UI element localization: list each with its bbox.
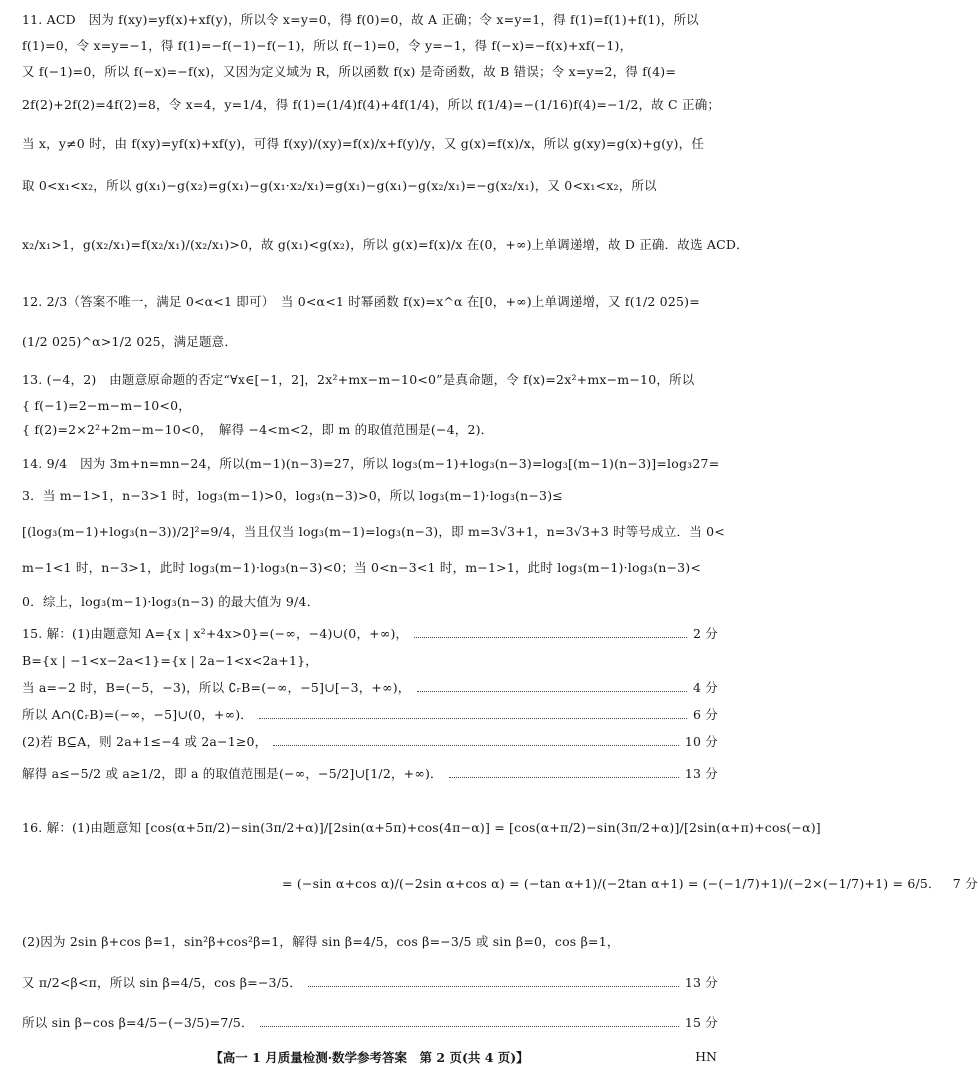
dot-leader	[259, 717, 687, 719]
step-score: 13 分	[684, 975, 718, 990]
dot-leader	[417, 690, 687, 692]
dot-leader	[449, 776, 679, 778]
problem-12-line: (1/2 025)^α>1/2 025，满足题意．	[22, 334, 238, 349]
solution-step	[282, 876, 978, 892]
step-text: 解得 a≤−5/2 或 a≥1/2，即 a 的取值范围是(−∞，−5/2]∪[1/2，+∞)．	[22, 766, 443, 781]
solution-step	[22, 766, 718, 782]
step-score: 4 分	[692, 680, 718, 695]
problem-14-line: 14. 9/4 因为 3m+n=mn−24，所以(m−1)(n−3)=27，所以 log₃(m−1)+log₃(n−3)=log₃[(m−1)(n−3)]=log₃27=	[22, 456, 720, 471]
problem-11-line: 又 f(−1)=0，所以 f(−x)=−f(x)，又因为定义域为 R，所以函数 f(x) 是奇函数，故 B 错误；令 x=y=2，得 f(4)=	[22, 64, 677, 79]
problem-11-line: f(1)=0，令 x=y=−1，得 f(1)=−f(−1)−f(−1)，所以 f(−1)=0，令 y=−1，得 f(−x)=−f(x)+xf(−1)，	[22, 38, 633, 53]
problem-13-line: 13. (−4，2) 由题意原命题的否定“∀x∈[−1，2]，2x²+mx−m−10<0”是真命题，令 f(x)=2x²+mx−m−10，所以	[22, 372, 695, 387]
step-text: B={x | −1<x−2a<1}={x | 2a−1<x<2a+1}，	[22, 653, 318, 668]
problem-11-line: 2f(2)+2f(2)=4f(2)=8，令 x=4，y=1/4，得 f(1)=(1/4)f(4)+4f(1/4)，所以 f(1/4)=−(1/16)f(4)=−1/2，故 C 正确；	[22, 97, 721, 112]
problem-14-line: m−1<1 时，n−3>1，此时 log₃(m−1)·log₃(n−3)<0；当 0<n−3<1 时，m−1>1，此时 log₃(m−1)·log₃(n−3)<	[22, 560, 702, 575]
step-text: 15. 解：(1)由题意知 A={x | x²+4x>0}=(−∞，−4)∪(0，+∞)，	[22, 626, 409, 641]
dot-leader	[260, 1025, 679, 1027]
solution-step	[22, 1015, 718, 1031]
step-text: (2)因为 2sin β+cos β=1，sin²β+cos²β=1，解得 sin β=4/5，cos β=−3/5 或 sin β=0，cos β=1，	[22, 934, 620, 949]
problem-11-line: 取 0<x₁<x₂，所以 g(x₁)−g(x₂)=g(x₁)−g(x₁·x₂/x₁)=g(x₁)−g(x₁)−g(x₂/x₁)=−g(x₂/x₁)，又 0<x₁<x₂，所以	[22, 178, 657, 193]
solution-step	[22, 734, 718, 750]
solution-step	[22, 707, 718, 723]
problem-14-line: [(log₃(m−1)+log₃(n−3))/2]²=9/4，当且仅当 log₃(m−1)=log₃(n−3)，即 m=3√3+1，n=3√3+3 时等号成立．当 0<	[22, 524, 725, 539]
step-score: 15 分	[684, 1015, 718, 1030]
step-score: 10 分	[684, 734, 718, 749]
step-score: 6 分	[692, 707, 718, 722]
step-score: 13 分	[684, 766, 718, 781]
problem-11-line: 当 x，y≠0 时，由 f(xy)=yf(x)+xf(y)，可得 f(xy)/(xy)=f(x)/x+f(y)/y，又 g(x)=f(x)/x，所以 g(xy)=g(x)+g(y)，任	[22, 136, 705, 151]
step-text: 当 a=−2 时，B=(−5，−3)，所以 ∁ᵣB=(−∞，−5]∪[−3，+∞)，	[22, 680, 411, 695]
solution-step	[22, 975, 718, 991]
step-text: = (−sin α+cos α)/(−2sin α+cos α) = (−tan α+1)/(−2tan α+1) = (−(−1/7)+1)/(−2×(−1/7)+1) = 6/5．	[282, 876, 941, 891]
solution-step	[22, 680, 718, 696]
problem-12-line: 12. 2/3（答案不唯一，满足 0<α<1 即可） 当 0<α<1 时幂函数 f(x)=x^α 在[0，+∞)上单调递增，又 f(1/2 025)=	[22, 294, 700, 309]
problem-13-line: { f(−1)=2−m−m−10<0，	[22, 398, 191, 413]
step-text: (2)若 B⊆A，则 2a+1≤−4 或 2a−1≥0，	[22, 734, 268, 749]
solution-step	[22, 934, 718, 950]
dot-leader	[308, 985, 679, 987]
page-footer: 【高一 1 月质量检测·数学参考答案 第 2 页(共 4 页)】	[210, 1050, 529, 1065]
solution-step	[22, 820, 821, 836]
problem-14-line: 3．当 m−1>1，n−3>1 时，log₃(m−1)>0，log₃(n−3)>0，所以 log₃(m−1)·log₃(n−3)≤	[22, 488, 563, 503]
step-text: 16. 解：(1)由题意知 [cos(α+5π/2)−sin(3π/2+α)]/[2sin(α+5π)+cos(4π−α)] = [cos(α+π/2)−sin(3π/2+α)]/[2sin(α+π)+cos(−α)]	[22, 820, 821, 835]
problem-14-line: 0．综上，log₃(m−1)·log₃(n−3) 的最大值为 9/4．	[22, 594, 320, 609]
step-score: 7 分	[952, 876, 978, 891]
solution-step	[22, 626, 718, 642]
step-text: 所以 sin β−cos β=4/5−(−3/5)=7/5．	[22, 1015, 254, 1030]
dot-leader	[273, 744, 678, 746]
solution-step	[22, 653, 718, 669]
problem-11-line: x₂/x₁>1，g(x₂/x₁)=f(x₂/x₁)/(x₂/x₁)>0，故 g(x₁)<g(x₂)，所以 g(x)=f(x)/x 在(0，+∞)上单调递增，故 D 正确．故选 ACD．	[22, 237, 749, 252]
step-score: 2 分	[692, 626, 718, 641]
dot-leader	[414, 636, 687, 638]
problem-13-line: { f(2)=2×2²+2m−m−10<0， 解得 −4<m<2，即 m 的取值范围是(−4，2)．	[22, 422, 494, 437]
problem-11-line: 11. ACD 因为 f(xy)=yf(x)+xf(y)，所以令 x=y=0，得 f(0)=0，故 A 正确；令 x=y=1，得 f(1)=f(1)+f(1)，所以	[22, 12, 699, 27]
step-text: 所以 A∩(∁ᵣB)=(−∞，−5]∪(0，+∞)．	[22, 707, 254, 722]
step-text: 又 π/2<β<π，所以 sin β=4/5，cos β=−3/5．	[22, 975, 302, 990]
region-code: HN	[695, 1049, 717, 1064]
